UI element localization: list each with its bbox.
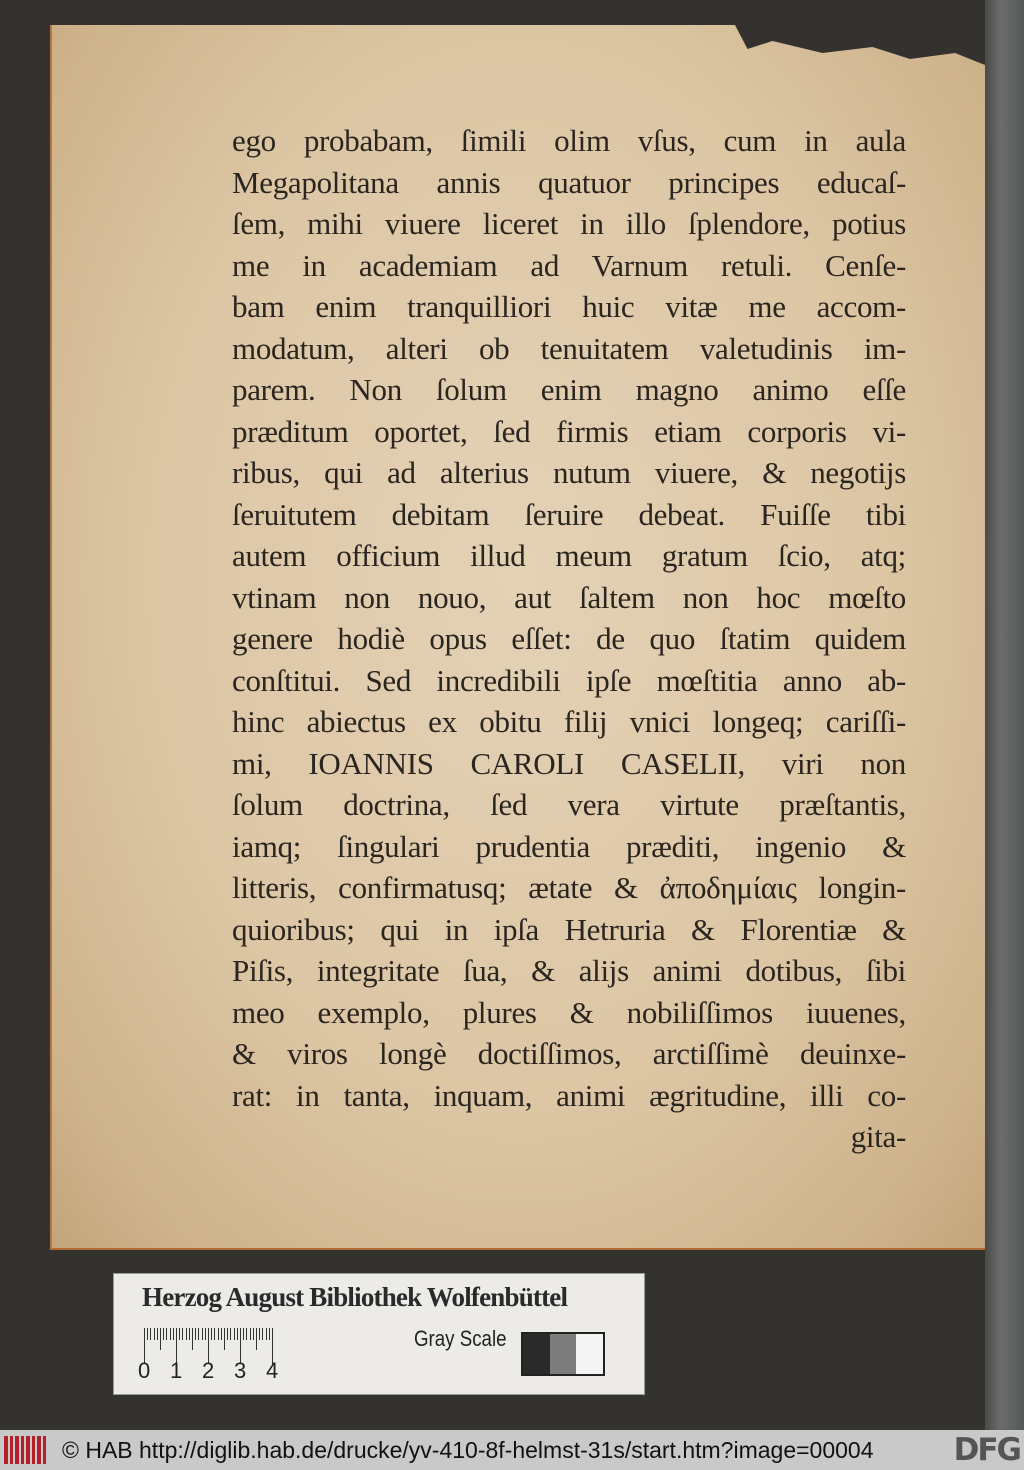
ruler-tick bbox=[227, 1328, 228, 1340]
text-line: conſtitui. Sed incredibili ipſe mœſtitia anno ab- bbox=[232, 662, 906, 698]
text-line: præditum oportet, ſed firmis etiam corporis vi- bbox=[232, 413, 906, 449]
ruler-tick bbox=[218, 1328, 219, 1340]
text-line: hinc abiectus ex obitu filij vnici longeq; cariſſi- bbox=[232, 704, 906, 739]
ruler-tick bbox=[253, 1328, 254, 1340]
ruler-tick bbox=[154, 1328, 155, 1340]
text-line: rat: in tanta, inquam, animi ægritudine, illi co- bbox=[232, 1077, 906, 1113]
ruler-tick bbox=[269, 1328, 270, 1340]
text-line: parem. Non ſolum enim magno animo eſſe bbox=[232, 372, 906, 407]
ruler-tick bbox=[205, 1328, 206, 1340]
gray-scale-swatch bbox=[521, 1332, 605, 1376]
ruler-number: 0 bbox=[138, 1358, 151, 1383]
ruler-tick bbox=[163, 1328, 164, 1340]
ruler-tick bbox=[186, 1328, 187, 1340]
ruler-tick bbox=[179, 1328, 180, 1340]
text-line: ſolum doctrina, ſed vera virtute præſtantis, bbox=[232, 787, 906, 822]
ruler-tick bbox=[262, 1328, 263, 1340]
ruler-number: 4 bbox=[266, 1358, 279, 1383]
library-color-card bbox=[113, 1273, 645, 1395]
ruler-tick bbox=[202, 1328, 203, 1340]
text-line: meo exemplo, plures & nobiliſſimos iuuenes, bbox=[232, 994, 906, 1030]
page-text bbox=[232, 120, 906, 1158]
ruler-tick bbox=[256, 1328, 257, 1350]
ruler-tick bbox=[198, 1328, 199, 1340]
text-line: ego probabam, ſimili olim vſus, cum in aula bbox=[232, 123, 906, 158]
ruler-tick bbox=[259, 1328, 260, 1340]
gray-swatch bbox=[576, 1334, 603, 1374]
torn-edge bbox=[735, 25, 985, 65]
ruler-number: 1 bbox=[170, 1358, 183, 1383]
text-line: litteris, confirmatusq; ætate & ἀποδημίαις longin- bbox=[232, 870, 906, 905]
text-line: autem officium illud meum gratum ſcio, atq; bbox=[232, 538, 906, 573]
gray-scale-label: Gray Scale bbox=[414, 1326, 507, 1351]
text-line: ſem, mihi viuere liceret in illo ſplendore, potius bbox=[232, 206, 906, 241]
footer-bar bbox=[0, 1430, 1024, 1470]
ruler-tick bbox=[230, 1328, 231, 1340]
ruler-tick bbox=[211, 1328, 212, 1340]
ruler-tick bbox=[147, 1328, 148, 1340]
ruler-tick bbox=[214, 1328, 215, 1340]
text-line: ſeruitutem debitam ſeruire debeat. Fuiſſe tibi bbox=[232, 496, 906, 532]
text-line: genere hodiè opus eſſet: de quo ſtatim quidem bbox=[232, 621, 906, 656]
text-line: & viros longè doctiſſimos, arctiſſimè deuinxe- bbox=[232, 1036, 906, 1071]
ruler-number: 3 bbox=[234, 1358, 247, 1383]
background-strip bbox=[985, 0, 1024, 1430]
ruler-tick bbox=[237, 1328, 238, 1340]
ruler-tick bbox=[150, 1328, 151, 1340]
ruler-tick bbox=[246, 1328, 247, 1340]
ruler-tick bbox=[221, 1328, 222, 1340]
text-line: me in academiam ad Varnum retuli. Cenſe- bbox=[232, 247, 906, 283]
text-line: iamq; ſingulari prudentia præditi, ingenio & bbox=[232, 828, 906, 864]
hab-logo-icon bbox=[4, 1436, 46, 1464]
ruler-tick bbox=[189, 1328, 190, 1340]
ruler-tick bbox=[195, 1328, 196, 1340]
text-line: Piſis, integritate ſua, & alijs animi dotibus, ſibi bbox=[232, 953, 906, 988]
text-line: quioribus; qui in ipſa Hetruria & Florentiæ & bbox=[232, 911, 906, 947]
text-line: modatum, alteri ob tenuitatem valetudinis im- bbox=[232, 330, 906, 366]
ruler bbox=[144, 1328, 277, 1358]
text-line: Megapolitana annis quatuor principes educaſ- bbox=[232, 164, 906, 200]
ruler-tick bbox=[224, 1328, 225, 1350]
ruler-tick bbox=[234, 1328, 235, 1340]
ruler-tick bbox=[243, 1328, 244, 1340]
ruler-tick bbox=[173, 1328, 174, 1340]
text-line: mi, IOANNIS CAROLI CASELII, viri non bbox=[232, 745, 906, 781]
gray-swatch bbox=[550, 1334, 577, 1374]
ruler-tick bbox=[192, 1328, 193, 1350]
text-line: gita- bbox=[850, 1119, 906, 1154]
ruler-tick bbox=[266, 1328, 267, 1340]
ruler-tick bbox=[182, 1328, 183, 1340]
ruler-tick bbox=[166, 1328, 167, 1340]
text-line: ribus, qui ad alterius nutum viuere, & negotijs bbox=[232, 455, 906, 490]
text-line: bam enim tranquilliori huic vitæ me accom- bbox=[232, 289, 906, 324]
gray-swatch bbox=[523, 1334, 550, 1374]
dfg-logo: DFG bbox=[953, 1432, 1020, 1468]
ruler-number: 2 bbox=[202, 1358, 215, 1383]
text-line: vtinam non nouo, aut ſaltem non hoc mœſto bbox=[232, 579, 906, 615]
ruler-tick bbox=[170, 1328, 171, 1340]
copyright-url[interactable]: © HAB http://diglib.hab.de/drucke/yv-410-8f-helmst-31s/start.htm?image=00004 bbox=[62, 1437, 874, 1463]
ruler-tick bbox=[157, 1328, 158, 1340]
library-name: Herzog August Bibliothek Wolfenbüttel bbox=[142, 1282, 568, 1312]
ruler-tick bbox=[160, 1328, 161, 1350]
ruler-tick bbox=[250, 1328, 251, 1340]
